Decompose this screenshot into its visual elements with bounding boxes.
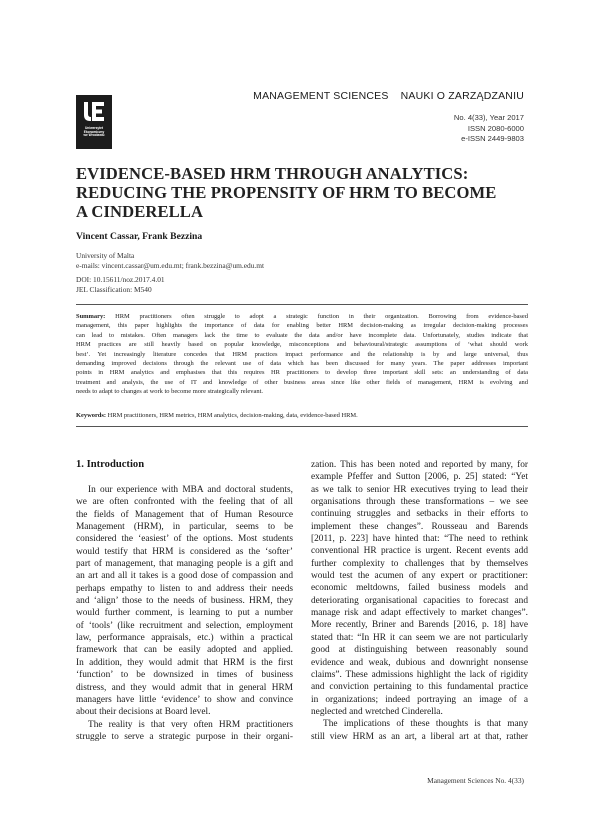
- logo-line: Uniwersytet: [84, 126, 104, 130]
- eissn: e-ISSN 2449-9803: [461, 134, 524, 144]
- journal-name-pl: NAUKI O ZARZĄDZANIU: [400, 90, 524, 102]
- abstract-line: HRM practices are still heavily based on popular knowledge, misconceptions and behavioural/strategic assumptions of ‘what should work: [76, 341, 528, 349]
- body-line: further complexity to challenges that by themselves: [311, 558, 528, 569]
- body-line: ‘function’ to be downsized in times of business: [76, 670, 293, 681]
- body-line: would testify that HRM is considered as the ‘softer’: [76, 546, 293, 557]
- abstract-label: Summary:: [76, 313, 106, 320]
- body-line: claims”. These admissions highlight the lack of rigidity: [311, 669, 528, 680]
- abstract-line: treatment and analysis, the use of IT and knowledge of other business areas since like other fields of management, HRM is evolving and: [76, 378, 528, 386]
- author-emails: e-mails: vincent.cassar@um.edu.mt; frank.bezzina@um.edu.mt: [76, 261, 265, 271]
- keywords: [76, 411, 528, 420]
- body-line: evidence and weak, dubious and downright nonsense: [311, 657, 528, 668]
- page-footer: Management Sciences No. 4(33): [427, 776, 524, 785]
- body-line: manage risk and adapt effectively to market changes”.: [311, 608, 528, 619]
- title-line: REDUCING THE PROPENSITY OF HRM TO BECOME: [76, 183, 497, 203]
- body-line: economic meltdowns, failed business models and: [311, 583, 528, 594]
- body-line: as we talk to senior HR executives trying to lead their: [311, 484, 528, 495]
- logo-line: we Wrocławiu: [83, 133, 105, 138]
- body-line: in organizations; indeed portraying an image of a: [311, 694, 528, 705]
- body-line: law, performance appraisals, etc.) within a practical: [76, 633, 293, 644]
- body-line: of ‘tools’ (like recruitment and selection, employment: [76, 620, 293, 631]
- body-line: zation. This has been noted and reported by many, for: [311, 460, 528, 470]
- body-line: still view HRM as an art, a liberal art at that, rather: [311, 731, 528, 742]
- issn: ISSN 2080-6000: [467, 123, 524, 133]
- body-line: would further comment, is learning to put a number: [76, 608, 293, 619]
- abstract-line: Summary: HRM practitioners often struggle to adopt a strategic function in their organization. Borrowing from evidence-based: [76, 313, 528, 320]
- abstract-line: points in HRM analytics and emphasises that this requires HR practitioners to develop three important skill sets: an understanding of data: [76, 369, 528, 377]
- divider-bottom: [76, 426, 528, 427]
- body-line: In our experience with MBA and doctoral students,: [88, 485, 293, 495]
- body-column-right: [311, 459, 528, 743]
- ue-logo-icon: [81, 99, 107, 125]
- section-heading: 1. Introduction: [76, 459, 145, 470]
- title-line: EVIDENCE-BASED HRM THROUGH ANALYTICS:: [76, 164, 469, 183]
- body-line: neglected and wretched Cinderella.: [311, 706, 443, 717]
- body-line: deteriorating organisational capacities to forecast and: [311, 595, 528, 606]
- jel-classification: JEL Classification: M540: [76, 285, 152, 295]
- identifiers: [76, 275, 165, 295]
- issue-metadata: [454, 113, 524, 145]
- keywords-text: HRM practitioners, HRM metrics, HRM analytics, decision-making, data, evidence-based HRM.: [107, 412, 358, 419]
- body-line: struggle to serve a strategic purpose in their organi-: [76, 731, 293, 742]
- journal-name: [253, 90, 524, 102]
- affiliation-block: [76, 251, 264, 271]
- body-line: considered the ‘easiest’ of the options. Most students: [76, 534, 293, 545]
- body-line: an art and all it takes is a good dose of compassion and: [76, 571, 293, 582]
- journal-name-en: MANAGEMENT SCIENCES: [253, 90, 389, 102]
- logo-caption: [83, 127, 104, 138]
- body-line: and conviction pertaining to this fundamental practice: [311, 682, 528, 693]
- body-line: distress, and they would admit that in general HRM: [76, 682, 293, 693]
- issue-number: No. 4(33), Year 2017: [453, 113, 524, 122]
- body-line: managers have little ‘evidence’ to show and convince: [76, 694, 293, 705]
- abstract-line: management, this paper highlights the importance of data for enabling better HRM decision-making as irregular decision-making processes: [76, 322, 528, 330]
- body-line: continuing struggles and setbacks in their efforts to: [311, 509, 528, 520]
- body-line: about their decisions at Board level.: [76, 707, 211, 718]
- body-line: More recently, Briner and Barends [2016, p. 18] have: [311, 620, 528, 631]
- authors: Vincent Cassar, Frank Bezzina: [76, 231, 203, 242]
- body-line: the fields of Management that of Human Resource: [76, 509, 293, 520]
- keywords-label: Keywords:: [76, 412, 107, 419]
- body-line: conventional HR practice is urgent. Recent events add: [311, 546, 528, 557]
- body-line: example Pfeffer and Sutton [2006, p. 25] stated: “Yet: [311, 472, 528, 483]
- body-line: organisations through these transformations – we see: [311, 497, 528, 508]
- body-line: part of management, that managing people is a gift and: [76, 559, 293, 570]
- body-line: The reality is that very often HRM practitioners: [88, 719, 293, 730]
- affiliation: University of Malta: [76, 251, 135, 260]
- abstract-line: needs to adapt to changes at work to become more strategically relevant.: [76, 388, 263, 396]
- body-column-left: [76, 484, 293, 743]
- doi: DOI: 10.15611/noz.2017.4.01: [76, 275, 165, 284]
- body-line: framework that can be easily adopted and applied.: [76, 645, 293, 656]
- divider-top: [76, 304, 528, 305]
- body-line: implement these changes”. Rousseau and Barends: [311, 521, 528, 532]
- body-line: and ‘align’ those to the needs of business. HRM, they: [76, 596, 293, 607]
- abstract: [76, 312, 528, 397]
- title-line: A CINDERELLA: [76, 202, 204, 222]
- article-title: [76, 164, 536, 222]
- abstract-line: best’. Yet increasingly literature concedes that HRM practices impact performance and the relationship is by and large universal, thus: [76, 350, 528, 358]
- body-line: Management (HRM), in particular, seems to be: [76, 522, 293, 533]
- body-line: stated that: “In HR it can seem we are not particularly: [311, 632, 528, 643]
- body-line: perhaps empathy to listen to and address their needs: [76, 583, 293, 594]
- body-line: we are often confronted with the feeling that of all: [76, 497, 293, 508]
- body-line: [2011, p. 223] have hinted that: “The need to rethink: [311, 534, 528, 545]
- body-line: good at distinguishing between reasonably sound: [311, 645, 528, 656]
- body-line: The implications of these thoughts is that many: [323, 719, 528, 730]
- university-logo: [76, 95, 112, 149]
- body-line: In addition, they would admit that HRM is the first: [76, 657, 293, 668]
- logo-line: Ekonomiczny: [83, 129, 105, 134]
- abstract-line: can lead to mistakes. Often managers lack the time to evaluate the data and/or have incomplete data. Unfortunately, studies indicate that: [76, 331, 528, 339]
- body-line: would test the acumen of any expert or practitioner:: [311, 571, 528, 582]
- abstract-line: demanding improved decisions through the relevant use of data which has been discussed for many years. The paper addresses important: [76, 360, 528, 368]
